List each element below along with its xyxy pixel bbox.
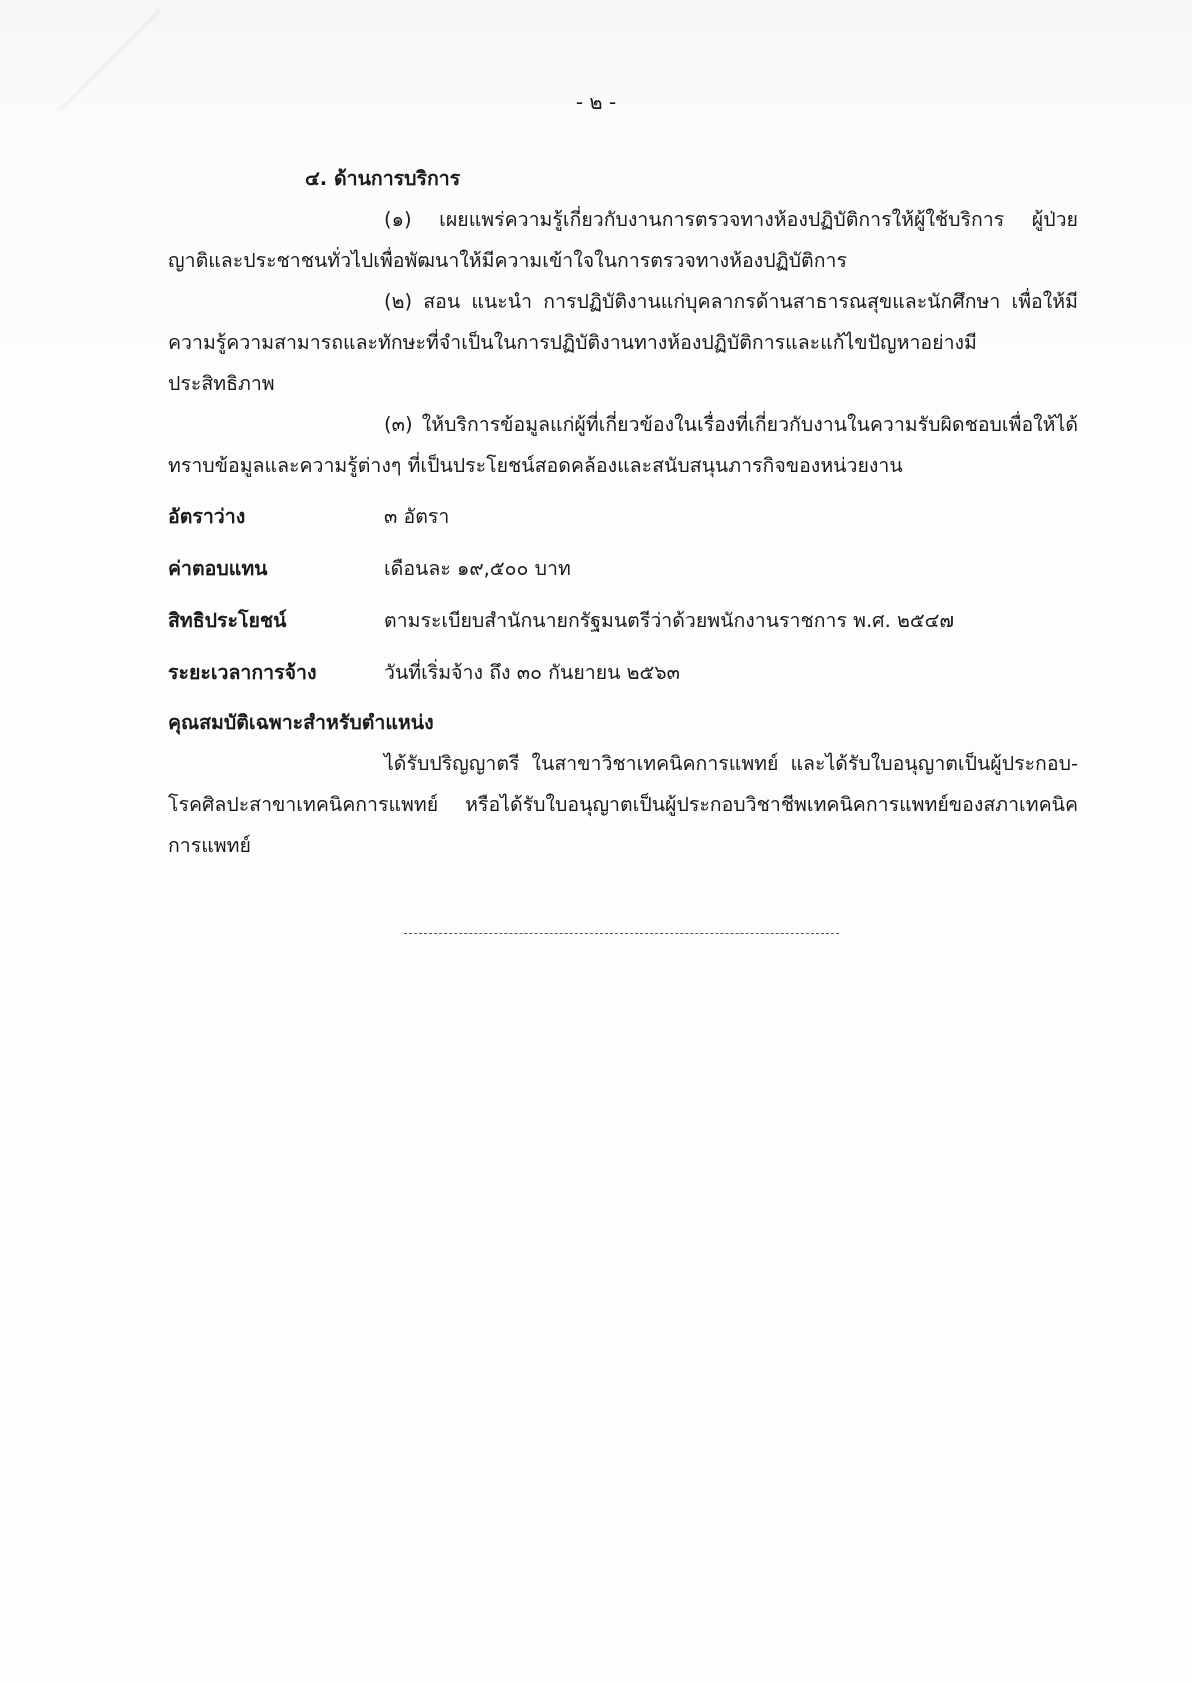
field-employment-period — [168, 652, 1078, 694]
service-paragraph-3: (๓) ให้บริการข้อมูลแก่ผู้ที่เกี่ยวข้องในเรื่องที่เกี่ยวกับงานในความรับผิดชอบเพื่อให้ได้ทราบข้อมูลและความรู้ต่างๆ ที่เป็นประโยชน์สอดคล้องและสนับสนุนภารกิจของหน่วยงาน — [168, 413, 1078, 477]
field-vacancies — [168, 496, 1078, 538]
field-label: อัตราว่าง — [168, 505, 246, 528]
field-value: ๓ อัตรา — [384, 505, 450, 528]
field-value: เดือนละ ๑๙,๕๐๐ บาท — [384, 557, 571, 580]
end-of-document-rule — [404, 933, 839, 934]
field-value: ตามระเบียบสำนักนายกรัฐมนตรีว่าด้วยพนักงานราชการ พ.ศ. ๒๕๔๗ — [384, 609, 954, 632]
field-label: ระยะเวลาการจ้าง — [168, 661, 317, 684]
field-label: ค่าตอบแทน — [168, 557, 268, 580]
field-benefits — [168, 600, 1078, 642]
service-paragraph-2: (๒) สอน แนะนำ การปฏิบัติงานแก่บุคลากรด้านสาธารณสุขและนักศึกษา เพื่อให้มีความรู้ความสามารถและทักษะที่จำเป็นในการปฏิบัติงานทางห้องปฏิบัติการและแก้ไขปัญหาอย่างมีประสิทธิภาพ — [168, 290, 1078, 395]
service-paragraph-1: (๑) เผยแพร่ความรู้เกี่ยวกับงานการตรวจทางห้องปฏิบัติการให้ผู้ใช้บริการ ผู้ป่วย ญาติและประชาชนทั่วไปเพื่อพัฒนาให้มีความเข้าใจในการตรวจทางห้องปฏิบัติการ — [168, 208, 1078, 272]
section-heading: ๔. ด้านการบริการ — [305, 167, 461, 190]
field-label: สิทธิประโยชน์ — [168, 609, 287, 632]
qualifications-title: คุณสมบัติเฉพาะสำหรับตำแหน่ง — [168, 711, 434, 734]
document-body — [168, 158, 1078, 866]
page-number: - ๒ - — [575, 90, 617, 114]
qualifications-text: ได้รับปริญญาตรี ในสาขาวิชาเทคนิคการแพทย์ และได้รับใบอนุญาตเป็นผู้ประกอบ-โรคศิลปะสาขาเทคนิคการแพทย์ หรือได้รับใบอนุญาตเป็นผู้ประกอบวิชาชีพเทคนิคการแพทย์ของสภาเทคนิคการแพทย์ — [168, 752, 1078, 857]
field-compensation — [168, 548, 1078, 590]
field-value: วันที่เริ่มจ้าง ถึง ๓๐ กันยายน ๒๕๖๓ — [384, 661, 680, 684]
